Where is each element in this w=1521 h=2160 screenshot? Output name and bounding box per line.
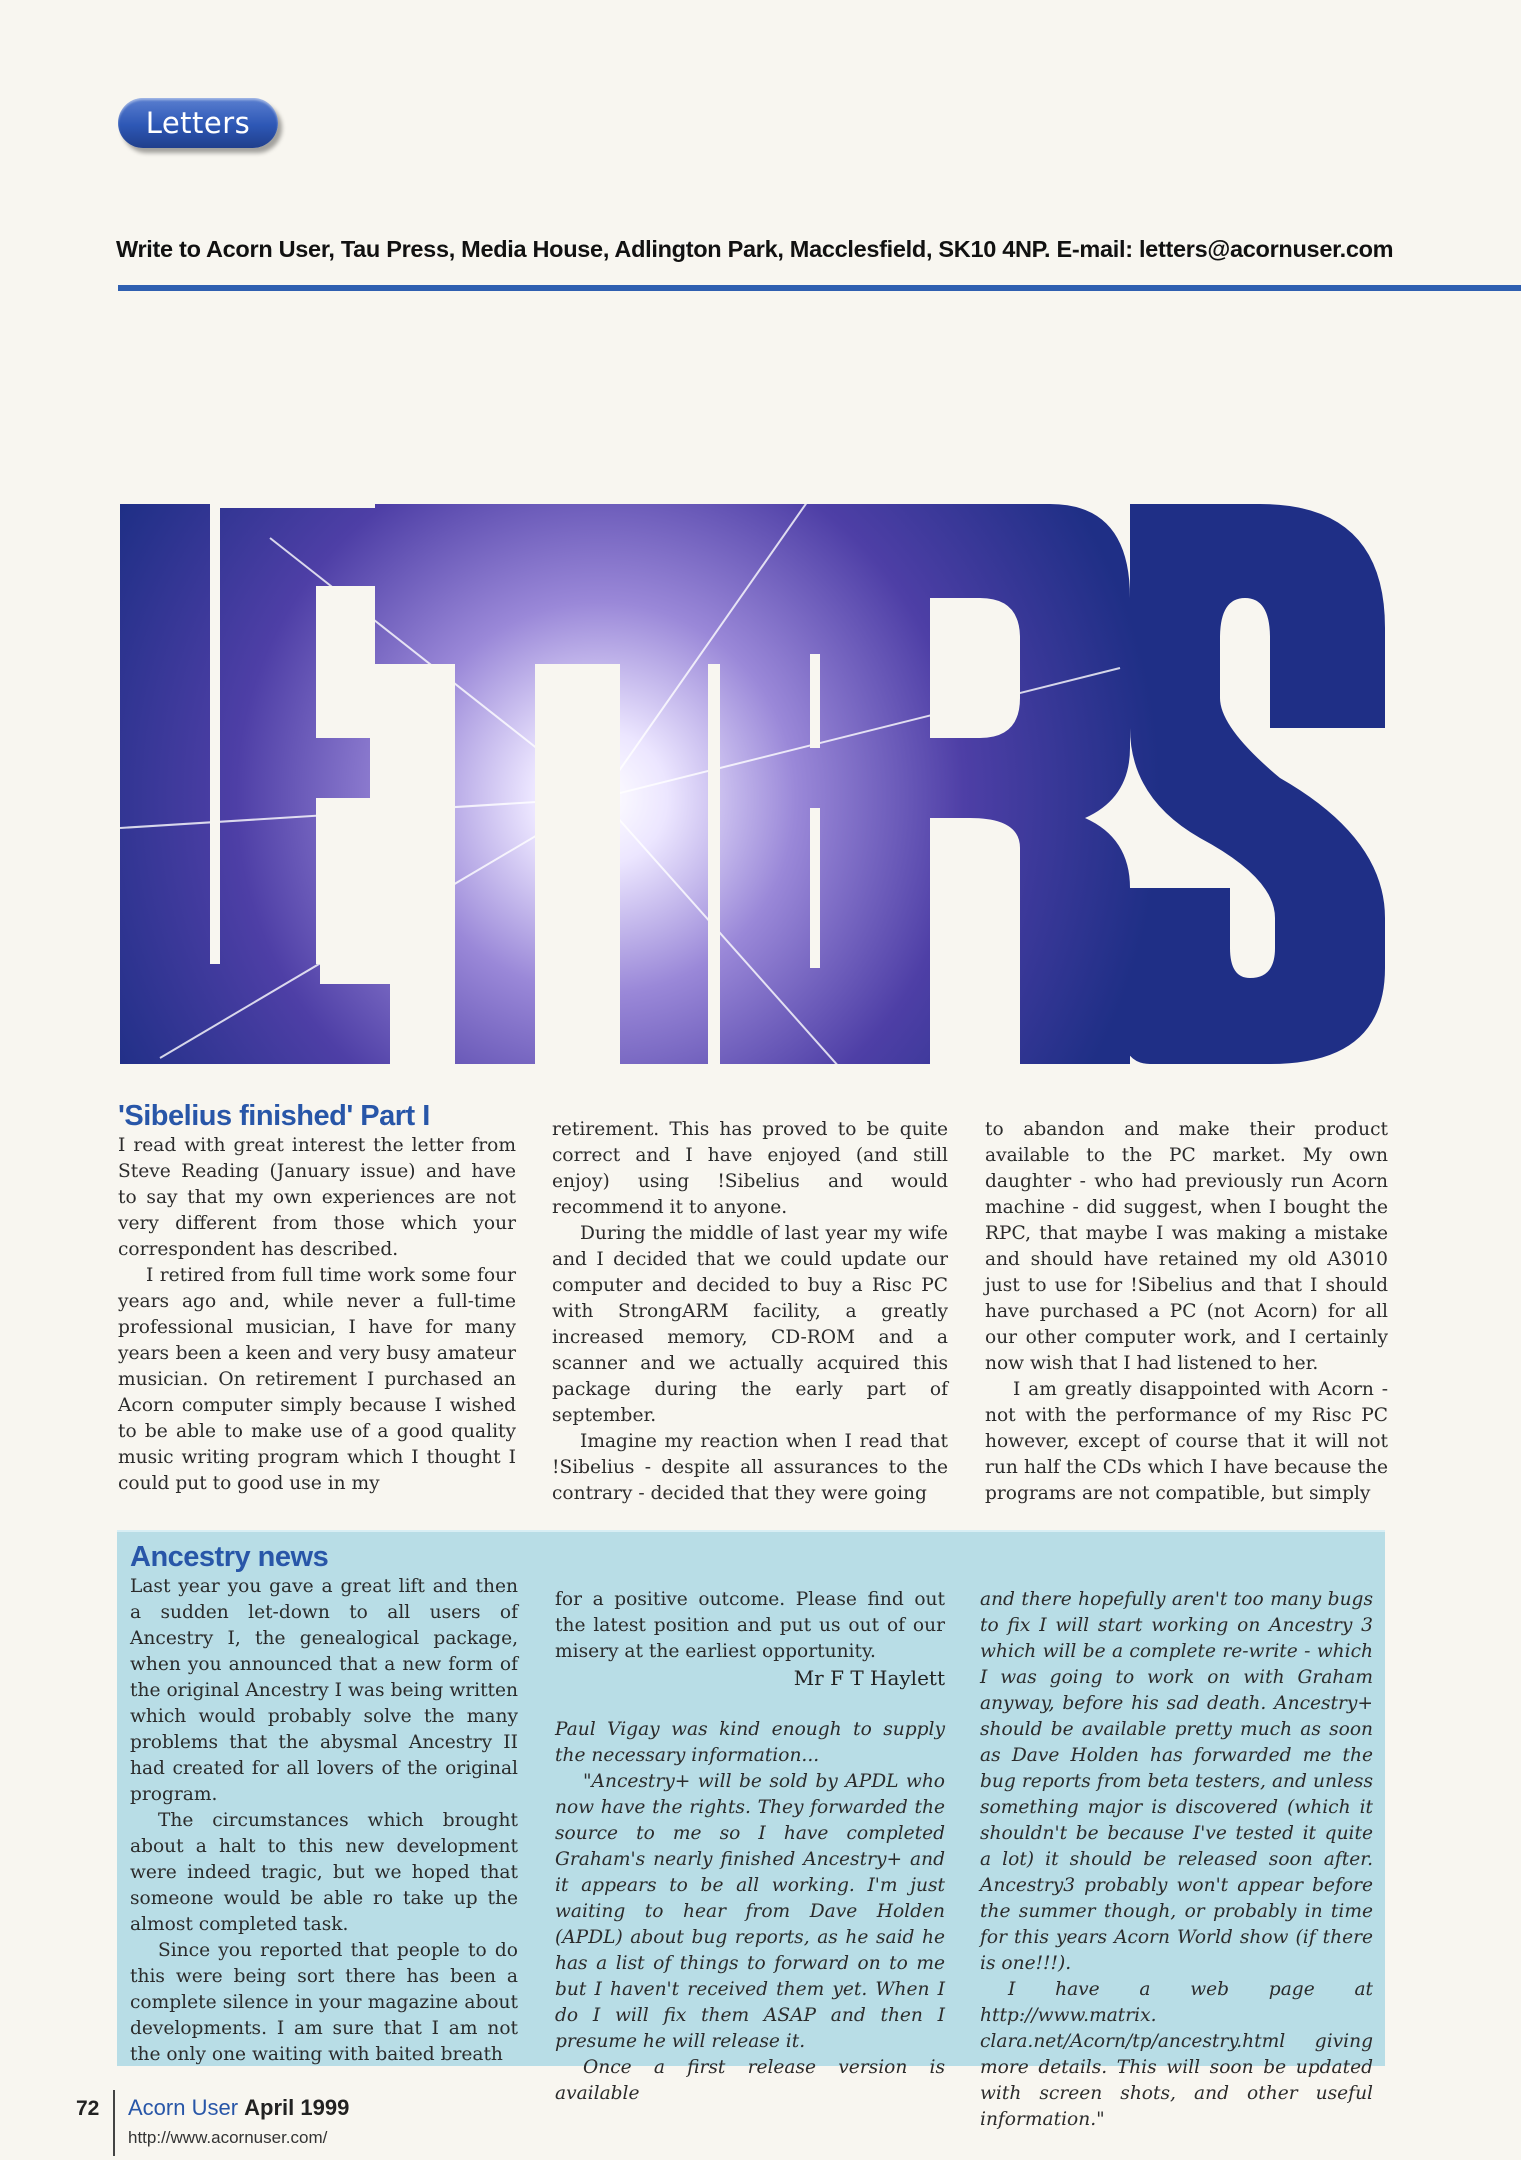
article2-column-2 (555, 1587, 945, 2107)
letters-banner (120, 498, 1385, 1068)
page-number: 72 (76, 2097, 100, 2120)
letter-signature: Mr F T Haylett (793, 1666, 945, 1690)
article2-paragraph: The circumstances which brought about a halt to this new development were indeed tragic, but we hoped that someone would be able ro take up the almost completed task. (130, 1810, 518, 1935)
section-tab-letters: Letters (118, 98, 278, 148)
article1-paragraph: During the middle of last year my wife and I decided that we could update our computer and decided to buy a Risc PC with StrongARM facility, a greatly increased memory, CD-ROM and a scanner and we actually acquired this package during the early part of september. (552, 1223, 948, 1426)
editor-reply: and there hopefully aren't too many bugs to fix I will start working on Ancestry 3 which will be a complete re-write - which I was going to work on with Graham anyway, before his sad death. Ancestry+ should be available pretty much as soon as Dave Holden has forwarded me the bug reports from beta testers, and unless something major is discovered (which it shouldn't be because I've tested it quite a lot) it should be released soon after. Ancestry3 probably won't appear before the summer though, or probably in time for this years Acorn World show (if there is one!!!). (980, 1589, 1373, 1974)
editor-reply: I have a web page at http://www.matrix. clara.net/Acorn/tp/ancestry.html giving more details. This will soon be updated with screen shots, and other useful information." (980, 1979, 1373, 2130)
article1-column-3 (985, 1117, 1388, 1507)
article1-paragraph: I am greatly disappointed with Acorn - not with the performance of my Risc PC however, except of course that it will not run half the CDs which I have because the programs are not compatible, but simply (985, 1379, 1388, 1504)
magazine-name: Acorn User (128, 2095, 239, 2120)
article1-paragraph: Imagine my reaction when I read that !Sibelius - despite all assurances to the contrary - decided that they were going (552, 1431, 948, 1504)
article1-paragraph: I retired from full time work some four years ago and, while never a full-time professional musician, I have for many years been a keen and very busy amateur musician. On retirement I purchased an Acorn computer simply because I wished to be able to make use of a good quality music writing program which I thought I could put to good use in my (118, 1265, 516, 1494)
article1-paragraph: I read with great interest the letter from Steve Reading (January issue) and have to say that my own experiences are not very different from those which your correspondent has described. (118, 1135, 516, 1260)
footer-url-link[interactable]: http://www.acornuser.com/ (128, 2128, 328, 2147)
article2-paragraph: Last year you gave a great lift and then a sudden let-down to all users of Ancestry I, the genealogical package, when you announced that a new form of the original Ancestry I was being written which would probably solve the many problems that the abysmal Ancestry II had created for all lovers of the original program. (130, 1576, 518, 1805)
article1-column-2 (552, 1117, 948, 1507)
article1-column-1 (118, 1100, 516, 1497)
article1-paragraph: to abandon and make their product available to the PC market. My own daughter - who had previously run Acorn machine - did suggest, when I bought the RPC, that maybe I was making a mistake and should have retained my old A3010 just to use for !Sibelius and that I should have purchased a PC (not Acorn) for all our other computer work, and I certainly now wish that I had listened to her. (985, 1119, 1388, 1374)
article2-column-3 (980, 1587, 1373, 2133)
article1-paragraph: retirement. This has proved to be quite correct and I have enjoyed (and still enjoy) using !Sibelius and would recommend it to anyone. (552, 1119, 948, 1218)
issue-date: April 1999 (244, 2095, 350, 2120)
header-rule (118, 285, 1521, 291)
article2-letter-end: for a positive outcome. Please find out the latest position and put us out of our misery at the earliest opportunity. (555, 1589, 945, 1662)
editor-reply: "Ancestry+ will be sold by APDL who now have the rights. They forwarded the source to me so I have completed Graham's nearly finished Ancestry+ and it appears to be all working. I'm just waiting to hear from Dave Holden (APDL) about bug reports, as he said he has a list of things to forward on to me but I haven't received them yet. When I do I will fix them ASAP and then I presume he will release it. (555, 1771, 945, 2052)
box-top-highlight (117, 1530, 1385, 1532)
editor-reply: Once a first release version is available (555, 2057, 945, 2104)
editor-reply: Paul Vigay was kind enough to supply the necessary information... (555, 1719, 945, 1766)
article2-paragraph: Since you reported that people to do this were being sort there has been a complete silence in your magazine about developments. I am sure that I am not the only one waiting with baited breath (130, 1940, 518, 2065)
footer-magazine (128, 2095, 349, 2121)
article2-column-1 (130, 1541, 518, 2068)
article2-heading: Ancestry news (130, 1541, 329, 1573)
article1-heading: 'Sibelius finished' Part I (118, 1100, 430, 1132)
address-line: Write to Acorn User, Tau Press, Media House, Adlington Park, Macclesfield, SK10 4NP. E-mail: letters@acornuser.com (116, 236, 1394, 262)
footer-divider (113, 2090, 115, 2156)
